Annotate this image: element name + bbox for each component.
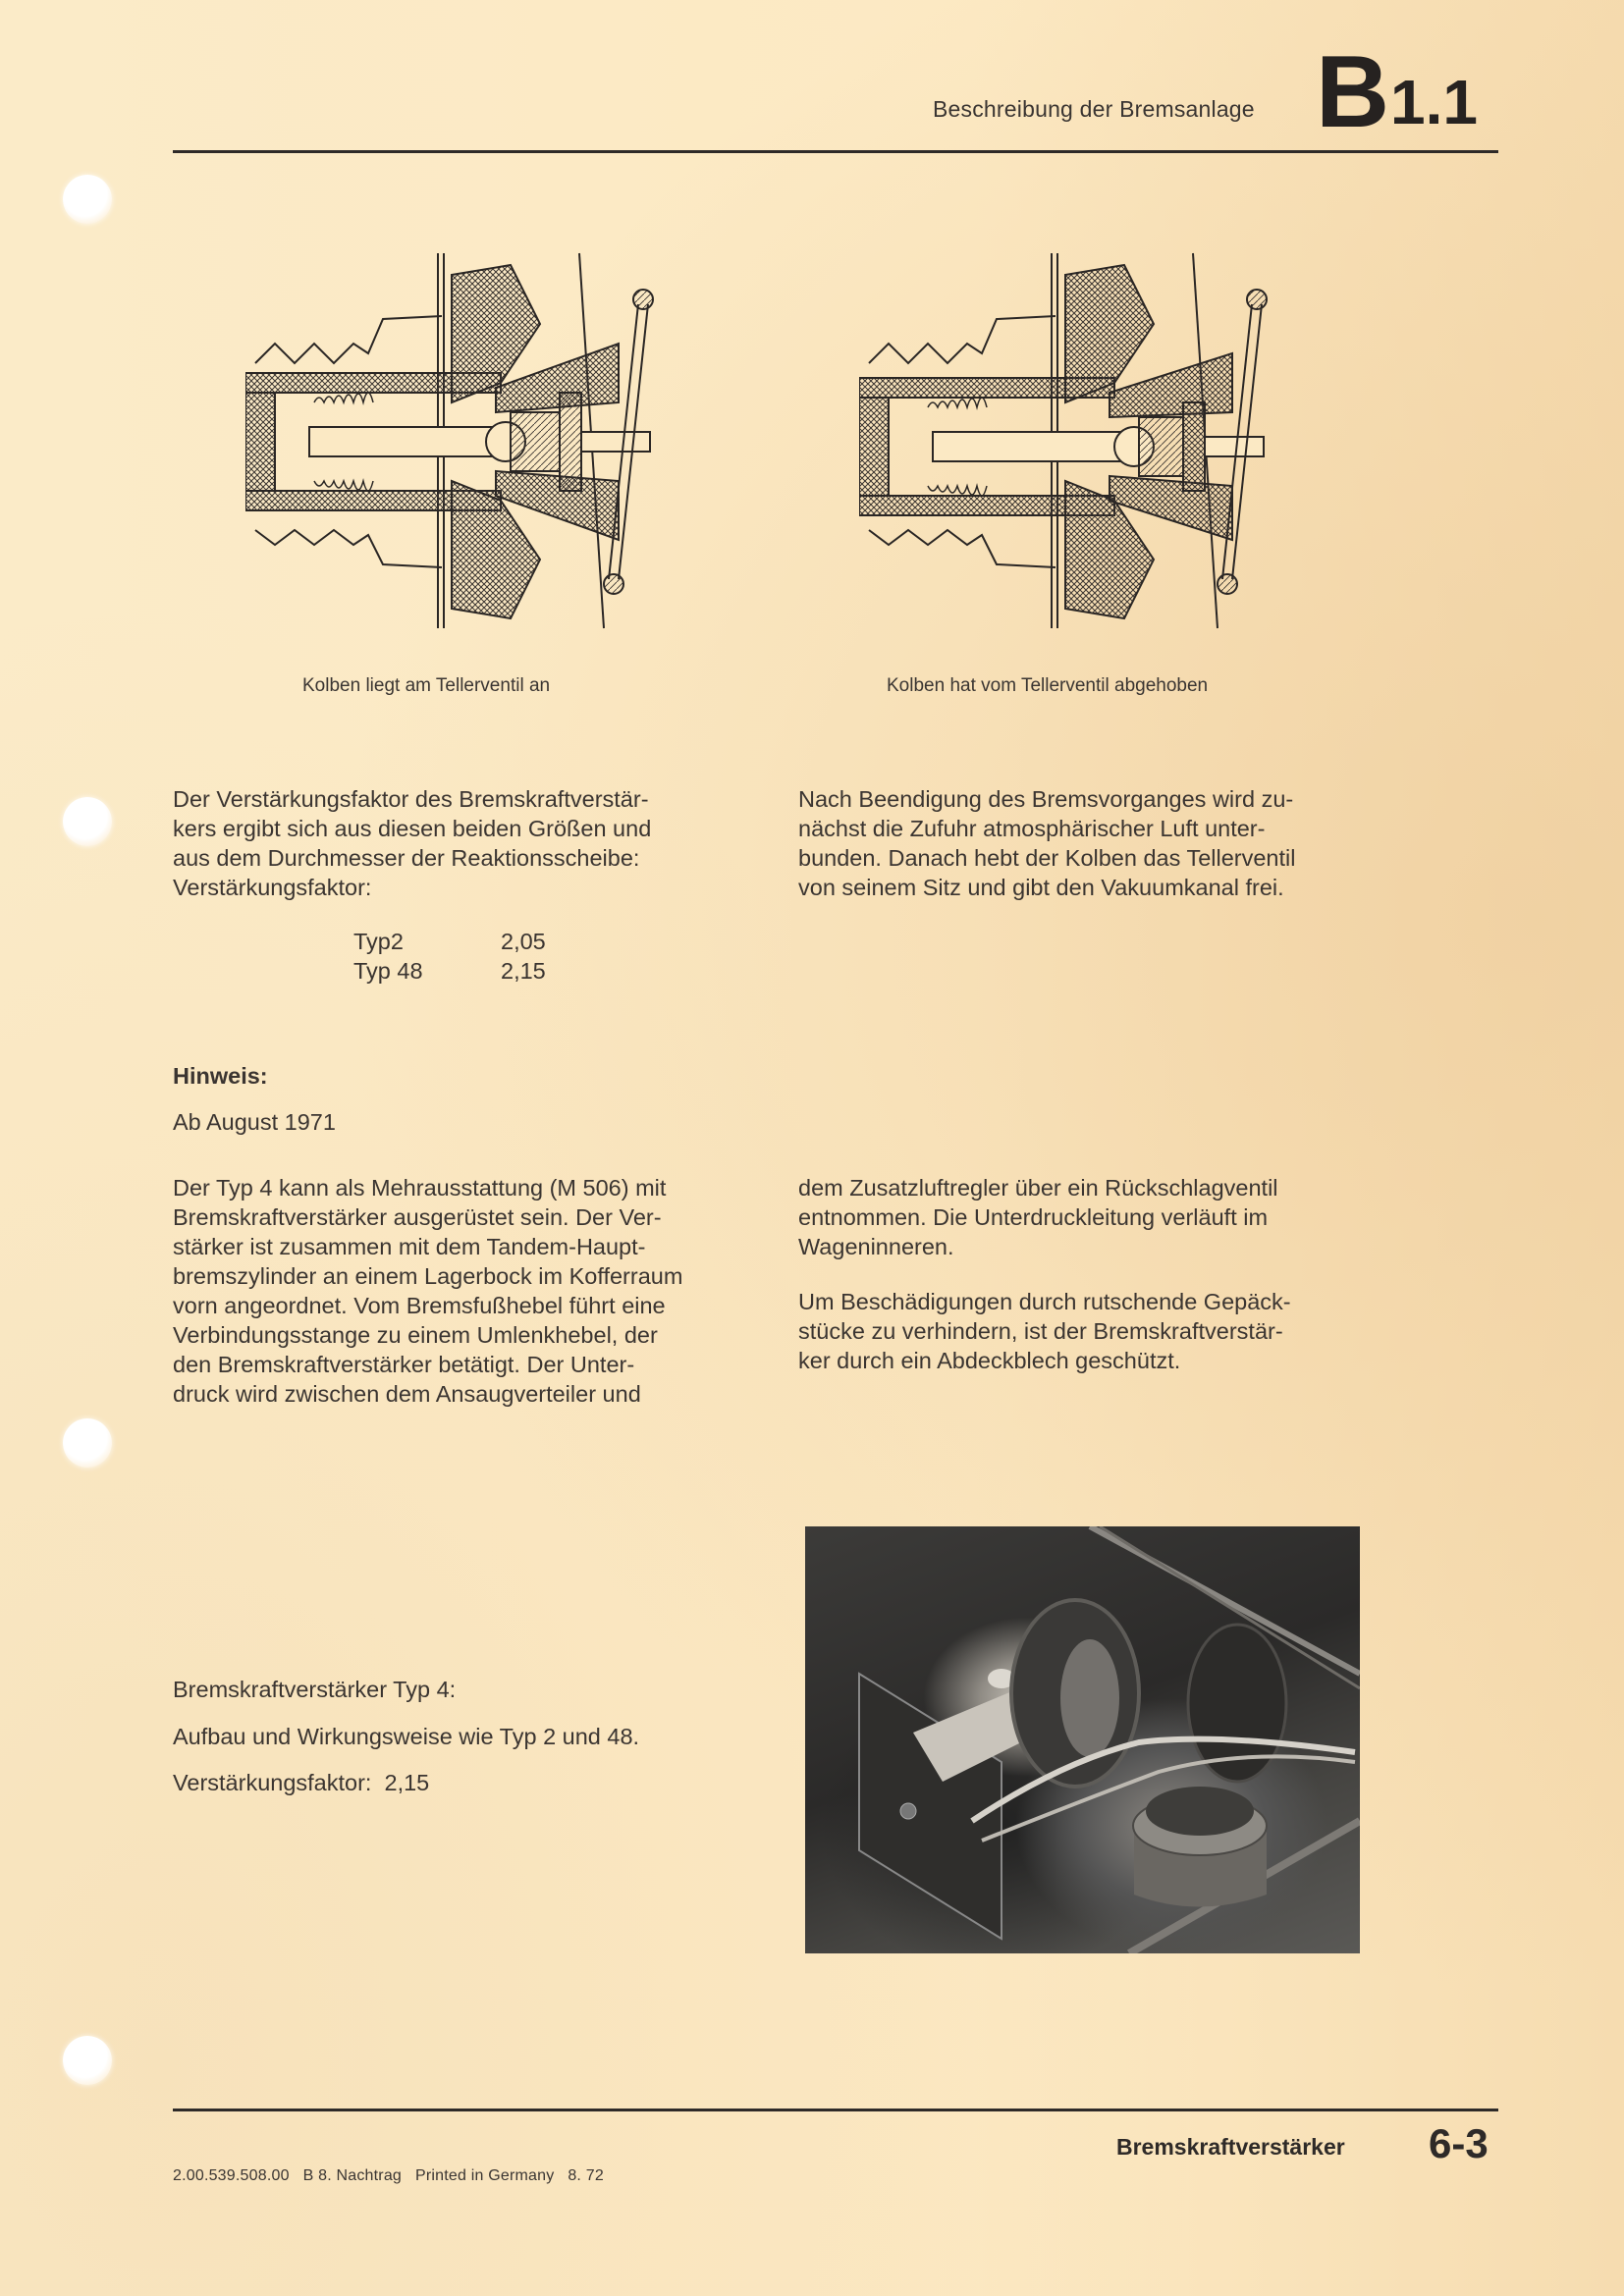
figure-caption-right: Kolben hat vom Tellerventil abgehoben — [887, 675, 1209, 696]
text-line: druck wird zwischen dem Ansaugverteiler und — [173, 1381, 641, 1407]
typ4-factor: Verstärkungsfaktor: 2,15 — [173, 1770, 430, 1795]
punch-hole — [63, 797, 112, 846]
factor-value: 2,15 — [501, 958, 546, 984]
text-line: entnommen. Die Unterdruckleitung verläuft im — [798, 1204, 1269, 1230]
text-line: aus dem Durchmesser der Reaktionsscheibe: — [173, 845, 640, 871]
factor-type: Typ2 — [353, 929, 404, 954]
text-line: von seinem Sitz und gibt den Vakuumkanal frei. — [798, 875, 1284, 900]
section-title: Beschreibung der Bremsanlage — [933, 96, 1255, 122]
section-number: 1.1 — [1390, 67, 1478, 137]
header-rule — [173, 150, 1498, 153]
typ4-title: Bremskraftverstärker Typ 4: — [173, 1677, 457, 1702]
paragraph-amplification-factor — [173, 784, 731, 902]
factor-row — [353, 956, 546, 986]
text-line: bunden. Danach hebt der Kolben das Tellerventil — [798, 845, 1296, 871]
paragraph-typ4-equipment — [173, 1173, 731, 1409]
factor-table — [353, 927, 546, 986]
footer-rule — [173, 2109, 1498, 2111]
text-line: vorn angeordnet. Vom Bremsfußhebel führt eine — [173, 1293, 666, 1318]
note-text: Ab August 1971 — [173, 1109, 336, 1135]
photo-illustration — [805, 1526, 1360, 1953]
text-line: Der Verstärkungsfaktor des Bremskraftverstär- — [173, 786, 649, 812]
figure-caption-left: Kolben liegt am Tellerventil an — [302, 675, 551, 696]
text-line: stücke zu verhindern, ist der Bremskraftverstär- — [798, 1318, 1283, 1344]
typ4-construction: Aufbau und Wirkungsweise wie Typ 2 und 48. — [173, 1724, 640, 1749]
text-line: Um Beschädigungen durch rutschende Gepäck- — [798, 1289, 1291, 1314]
page-number: 6-3 — [1429, 2120, 1489, 2166]
diagram-piston-seated — [245, 245, 668, 638]
footer-title: Bremskraftverstärker — [1116, 2134, 1345, 2160]
text-line: Bremskraftverstärker ausgerüstet sein. Der Ver- — [173, 1204, 662, 1230]
text-line: Der Typ 4 kann als Mehrausstattung (M 506) mit — [173, 1175, 667, 1201]
text-line: stärker ist zusammen mit dem Tandem-Haupt- — [173, 1234, 646, 1259]
text-line: bremszylinder an einem Lagerbock im Kofferraum — [173, 1263, 683, 1289]
factor-type: Typ 48 — [353, 958, 423, 984]
text-line: Nach Beendigung des Bremsvorganges wird zu- — [798, 786, 1294, 812]
text-line: Wageninneren. — [798, 1234, 954, 1259]
diagram-piston-lifted — [859, 245, 1281, 638]
footer-document-code: 2.00.539.508.00 B 8. Nachtrag Printed in Germany 8. 72 — [173, 2167, 604, 2184]
text-line: kers ergibt sich aus diesen beiden Größen und — [173, 816, 652, 841]
photo-brake-booster-typ4 — [805, 1526, 1360, 1953]
text-line: Verstärkungsfaktor: — [173, 875, 372, 900]
punch-hole — [63, 2036, 112, 2085]
text-line: Verbindungsstange zu einem Umlenkhebel, der — [173, 1322, 658, 1348]
text-line: dem Zusatzluftregler über ein Rückschlagventil — [798, 1175, 1278, 1201]
text-line: nächst die Zufuhr atmosphärischer Luft unter- — [798, 816, 1266, 841]
paragraph-cover-plate — [798, 1287, 1358, 1375]
text-line: ker durch ein Abdeckblech geschützt. — [798, 1348, 1181, 1373]
note-heading: Hinweis: — [173, 1063, 268, 1089]
text-line: den Bremskraftverstärker betätigt. Der Unter- — [173, 1352, 635, 1377]
factor-row — [353, 927, 546, 956]
punch-hole — [63, 175, 112, 224]
paragraph-vacuum-line — [798, 1173, 1358, 1261]
factor-value: 2,05 — [501, 929, 546, 954]
section-letter: B — [1316, 35, 1390, 149]
punch-hole — [63, 1418, 112, 1468]
paragraph-brake-release — [798, 784, 1358, 902]
